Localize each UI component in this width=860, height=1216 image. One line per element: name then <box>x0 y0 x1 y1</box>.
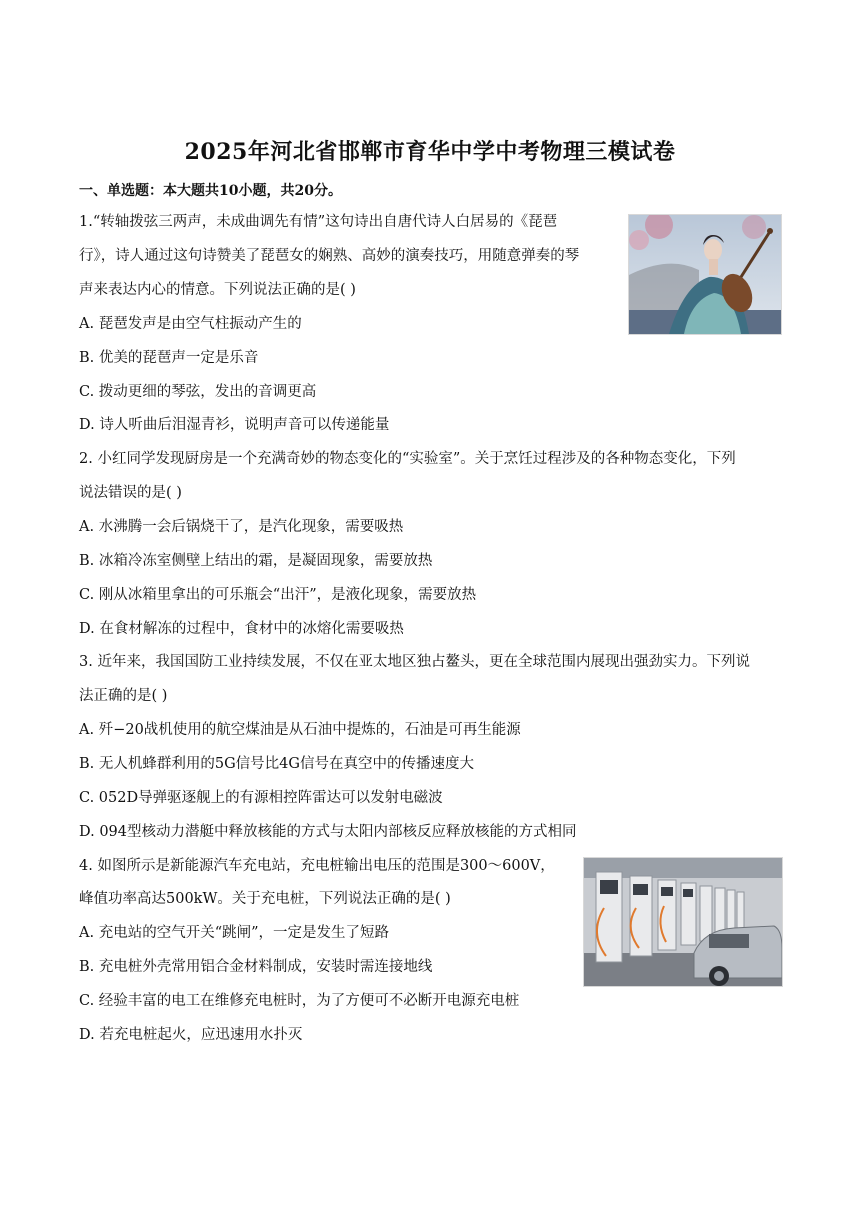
option-c: C. 052D导弹驱逐舰上的有源相控阵雷达可以发射电磁波 <box>79 790 443 806</box>
pipa-player-image <box>628 214 782 335</box>
section-heading: 一、单选题：本大题共10小题，共20分。 <box>79 183 342 199</box>
question-stem-line: 声来表达内心的情意。下列说法正确的是( ) <box>79 282 356 298</box>
option-a: A. 充电站的空气开关“跳闸”，一定是发生了短路 <box>79 925 390 941</box>
option-d: D. 诗人听曲后泪湿青衫，说明声音可以传递能量 <box>79 417 390 433</box>
question-stem-line: 2. 小红同学发现厨房是一个充满奇妙的物态变化的“实验室”。关于烹饪过程涉及的各种物态变化，下列 <box>79 451 736 467</box>
page-title: 2025年河北省邯郸市育华中学中考物理三模试卷 <box>184 139 676 165</box>
option-c: C. 刚从冰箱里拿出的可乐瓶会“出汗”，是液化现象，需要放热 <box>79 587 477 603</box>
option-a: A. 歼−20战机使用的航空煤油是从石油中提炼的，石油是可再生能源 <box>79 722 521 738</box>
question-stem-line: 说法错误的是( ) <box>79 485 182 501</box>
option-b: B. 优美的琵琶声一定是乐音 <box>79 350 259 366</box>
question-stem-line: 峰值功率高达500kW。关于充电桩，下列说法正确的是( ) <box>79 891 451 907</box>
question-stem-line: 4. 如图所示是新能源汽车充电站，充电桩输出电压的范围是300～600V， <box>79 858 555 874</box>
option-d: D. 在食材解冻的过程中，食材中的冰熔化需要吸热 <box>79 621 404 637</box>
option-d: D. 094型核动力潜艇中释放核能的方式与太阳内部核反应释放核能的方式相同 <box>79 824 577 840</box>
charging-station-image <box>583 857 783 987</box>
question-stem-line: 法正确的是( ) <box>79 688 168 704</box>
question-stem-line: 1.“转轴拨弦三两声，未成曲调先有情”这句诗出自唐代诗人白居易的《琵琶 <box>79 214 558 230</box>
option-b: B. 无人机蜂群利用的5G信号比4G信号在真空中的传播速度大 <box>79 756 474 772</box>
option-b: B. 充电桩外壳常用铝合金材料制成，安装时需连接地线 <box>79 959 433 975</box>
option-a: A. 水沸腾一会后锅烧干了，是汽化现象，需要吸热 <box>79 519 404 535</box>
option-b: B. 冰箱冷冻室侧壁上结出的霜，是凝固现象，需要放热 <box>79 553 433 569</box>
question-stem-line: 3. 近年来，我国国防工业持续发展，不仅在亚太地区独占鳌头，更在全球范围内展现出强劲实力。下列说 <box>79 654 750 670</box>
option-a: A. 琵琶发声是由空气柱振动产生的 <box>79 316 302 332</box>
option-c: C. 拨动更细的琴弦，发出的音调更高 <box>79 384 317 400</box>
option-c: C. 经验丰富的电工在维修充电桩时，为了方便可不必断开电源充电桩 <box>79 993 520 1009</box>
option-d: D. 若充电桩起火，应迅速用水扑灭 <box>79 1027 303 1043</box>
question-stem-line: 行》，诗人通过这句诗赞美了琵琶女的娴熟、高妙的演奏技巧，用随意弹奏的琴 <box>79 248 580 264</box>
